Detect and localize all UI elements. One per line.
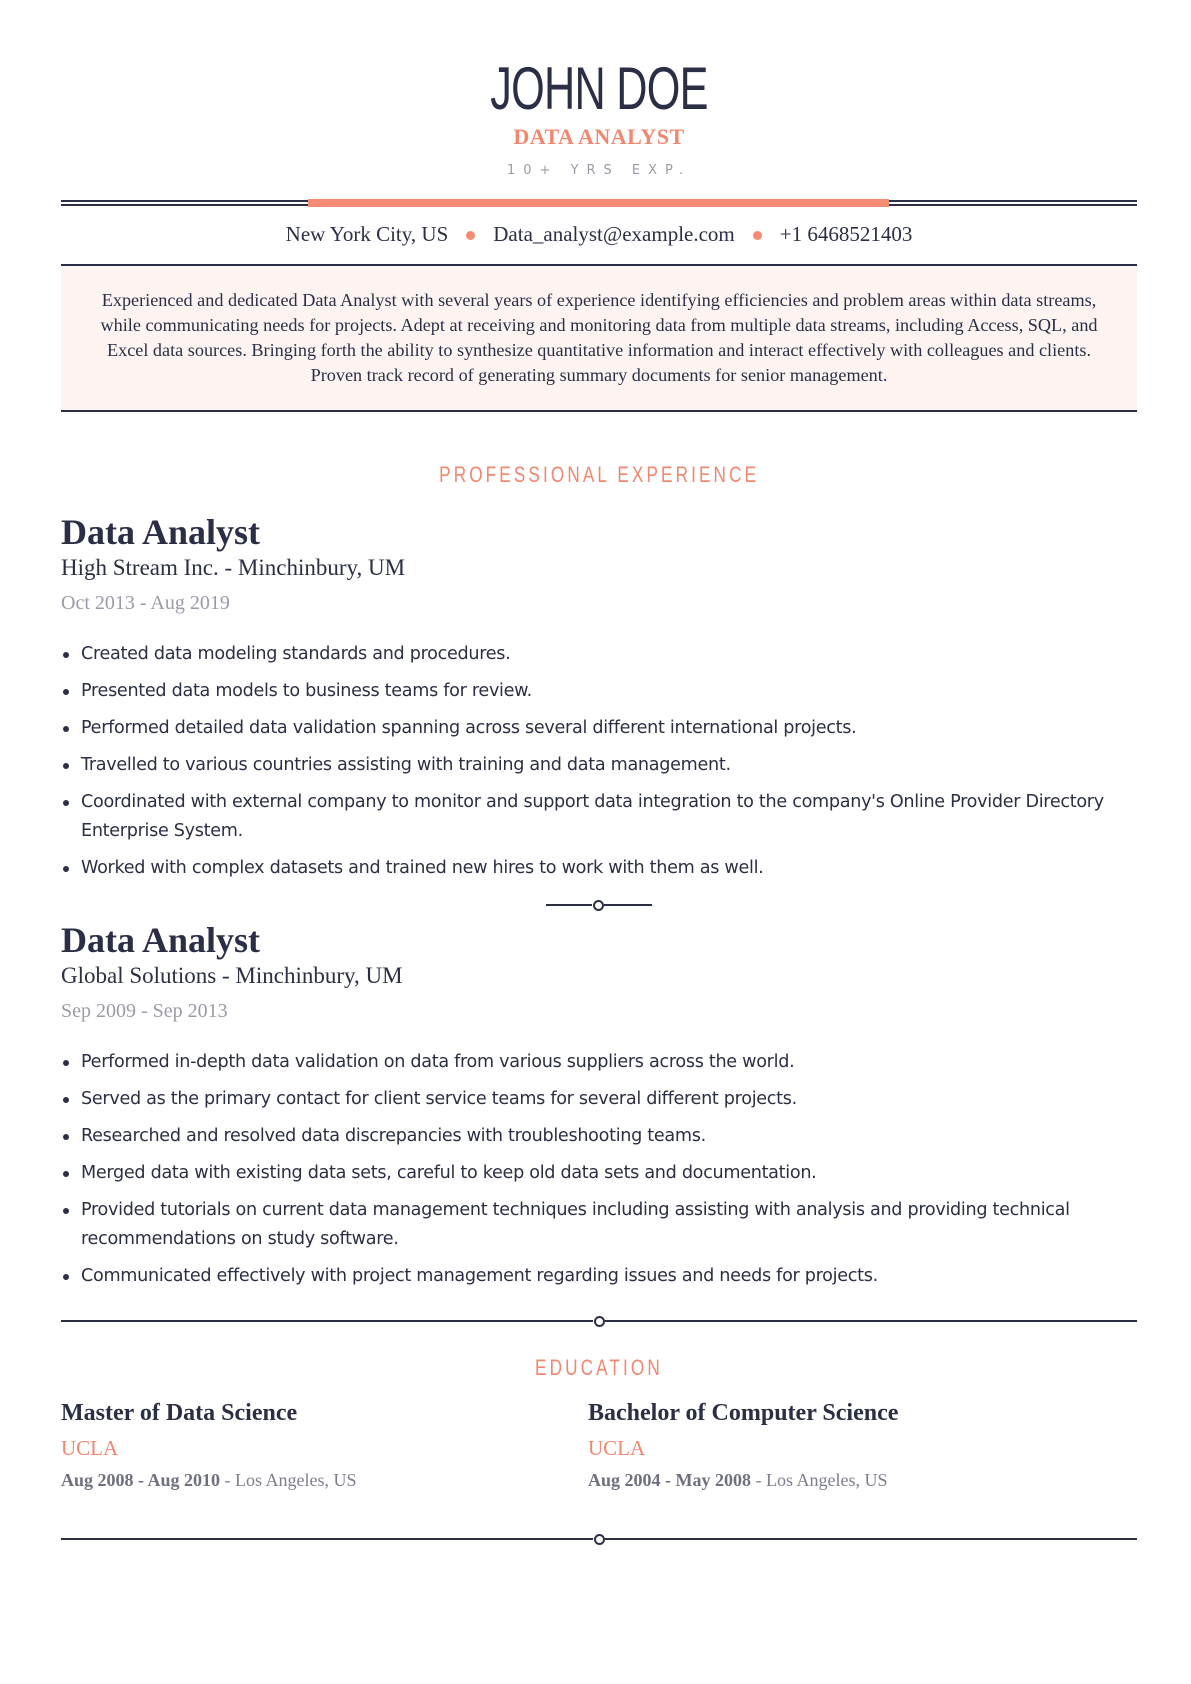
separator-circle-icon	[594, 1534, 605, 1545]
education-meta	[61, 1468, 581, 1492]
section-title-text: EDUCATION	[535, 1355, 663, 1380]
summary-divider	[61, 410, 1137, 412]
contact-line	[61, 222, 1137, 247]
contact-location: New York City, US	[285, 222, 449, 246]
section-separator	[61, 1532, 1137, 1546]
education-location: - Los Angeles, US	[220, 1470, 357, 1490]
education-location: - Los Angeles, US	[751, 1470, 888, 1490]
job-bullets	[61, 1048, 1137, 1291]
candidate-name: JOHN DOE	[490, 55, 708, 122]
job-bullet: Coordinated with external company to monitor and support data integration to the company's Online Provider Directory Enterprise System.	[61, 788, 1137, 846]
degree-title: Bachelor of Computer Science	[588, 1400, 899, 1426]
summary-text: Experienced and dedicated Data Analyst with several years of experience identifying efficiencies and problem areas within data streams, while communicating needs for projects. Adept at receiving and monitoring data from multiple data streams, including Access, SQL, and Excel data sources. Bringing forth the ability to synthesize quantitative information and interact effectively with colleagues and clients. Proven track record of generating summary documents for senior management.	[100, 290, 1098, 385]
contact-phone[interactable]: +1 6468521403	[779, 222, 913, 246]
job-company: Global Solutions - Minchinbury, UM	[61, 963, 403, 988]
job-bullet: Served as the primary contact for client service teams for several different projects.	[61, 1085, 1137, 1114]
job-entry	[61, 920, 1137, 1299]
education-entry	[61, 1398, 581, 1492]
job-bullet: Provided tutorials on current data management techniques including assisting with analysis and providing technical recommendations on study software.	[61, 1196, 1137, 1254]
job-bullet: Merged data with existing data sets, careful to keep old data sets and documentation.	[61, 1159, 1137, 1188]
bullet-dot-icon	[753, 231, 762, 240]
section-title-experience	[61, 462, 1137, 488]
job-bullet: Communicated effectively with project management regarding issues and needs for projects.	[61, 1262, 1137, 1291]
job-dates: Sep 2009 - Sep 2013	[61, 1000, 228, 1022]
header-accent-bar	[308, 199, 889, 207]
job-bullet: Worked with complex datasets and trained new hires to work with them as well.	[61, 854, 1137, 883]
job-bullet: Performed in-depth data validation on data from various suppliers across the world.	[61, 1048, 1137, 1077]
contact-email[interactable]: Data_analyst@example.com	[493, 222, 735, 246]
experience-years: 10+ YRS EXP.	[507, 163, 691, 178]
bullet-dot-icon	[466, 231, 475, 240]
school-name: UCLA	[61, 1436, 119, 1460]
candidate-role: DATA ANALYST	[513, 124, 685, 149]
education-entry	[588, 1398, 1108, 1492]
job-dates: Oct 2013 - Aug 2019	[61, 592, 230, 614]
summary-box	[61, 266, 1137, 410]
job-bullet: Travelled to various countries assisting with training and data management.	[61, 751, 1137, 780]
job-title: Data Analyst	[61, 920, 261, 960]
school-name: UCLA	[588, 1436, 646, 1460]
separator-circle-icon	[593, 900, 604, 911]
job-bullets	[61, 640, 1137, 883]
job-bullet: Presented data models to business teams for review.	[61, 677, 1137, 706]
job-bullet: Researched and resolved data discrepancies with troubleshooting teams.	[61, 1122, 1137, 1151]
job-title: Data Analyst	[61, 512, 261, 552]
section-separator	[61, 1314, 1137, 1328]
section-title-education	[61, 1355, 1137, 1381]
job-bullet: Performed detailed data validation spanning across several different international projects.	[61, 714, 1137, 743]
job-company: High Stream Inc. - Minchinbury, UM	[61, 555, 406, 580]
job-bullet: Created data modeling standards and procedures.	[61, 640, 1137, 669]
separator-circle-icon	[594, 1316, 605, 1327]
education-meta	[588, 1468, 1108, 1492]
degree-title: Master of Data Science	[61, 1400, 298, 1426]
job-entry	[61, 512, 1137, 891]
education-dates: Aug 2004 - May 2008	[588, 1470, 751, 1490]
section-title-text: PROFESSIONAL EXPERIENCE	[438, 462, 760, 487]
job-separator	[546, 898, 652, 912]
education-dates: Aug 2008 - Aug 2010	[61, 1470, 221, 1490]
